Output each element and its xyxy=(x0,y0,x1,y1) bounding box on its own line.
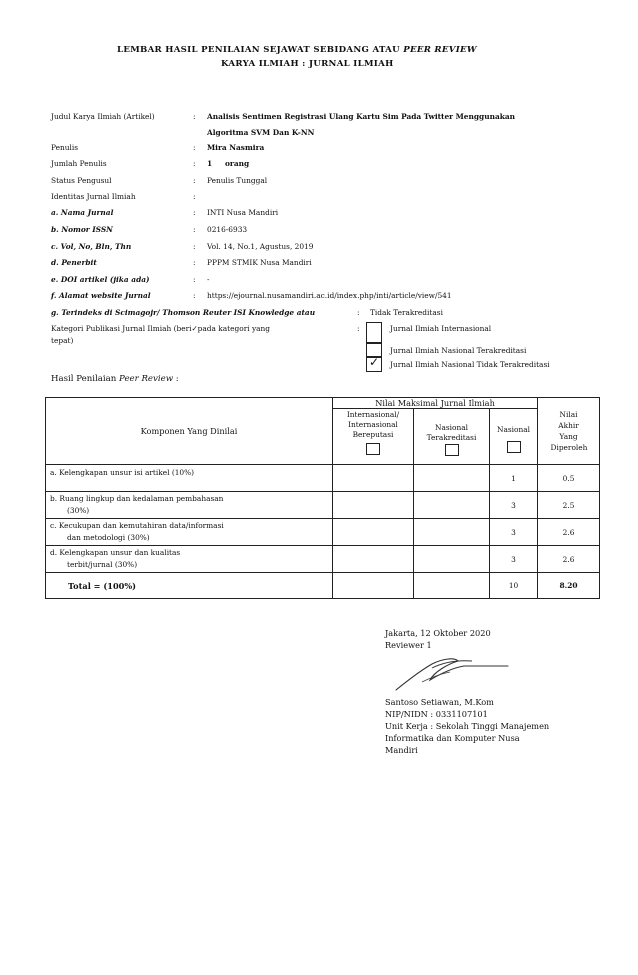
row-a-akhir: 0.5 xyxy=(538,465,600,492)
checkbox-col-internasional[interactable] xyxy=(366,443,380,455)
colon: : xyxy=(193,258,196,267)
checkbox-internasional[interactable] xyxy=(366,322,382,343)
colon: : xyxy=(193,291,196,300)
field-label-issn: b. Nomor ISSN xyxy=(51,225,113,234)
document-title-line1 xyxy=(117,45,477,55)
field-value-judul: Analisis Sentimen Registrasi Ulang Kartu Sim Pada Twitter Menggunakan xyxy=(207,112,516,121)
hasil-italic: Peer Review xyxy=(119,374,174,384)
colon: : xyxy=(357,308,360,317)
signature-role: Reviewer 1 xyxy=(385,640,432,650)
signature-name: Santoso Setiawan, M.Kom xyxy=(385,697,494,707)
signature-unit-line1: Unit Kerja : Sekolah Tinggi Manajemen xyxy=(385,721,550,731)
field-label-penerbit: d. Penerbit xyxy=(51,258,97,267)
header-nilai-akhir-text: Nilai Akhir Yang Diperoleh xyxy=(550,410,588,452)
total-akhir: 8.20 xyxy=(538,573,600,599)
colon: : xyxy=(193,208,196,217)
row-c-nas-ak xyxy=(414,519,490,546)
header-internasional-text: Internasional/ Internasional Bereputasi xyxy=(346,409,400,439)
colon: : xyxy=(193,192,196,201)
row-item-c-line1: c. Kecukupan dan kemutahiran data/informasi xyxy=(50,521,224,530)
row-c-nas: 3 xyxy=(490,519,538,546)
signature-nip: NIP/NIDN : 0331107101 xyxy=(385,709,488,719)
header-nasional-text: Nasional xyxy=(497,425,531,434)
row-a-nas: 1 xyxy=(490,465,538,492)
row-d-akhir: 2.6 xyxy=(538,546,600,573)
colon: : xyxy=(357,324,360,333)
handwritten-signature xyxy=(392,652,512,694)
field-value-status: Penulis Tunggal xyxy=(207,176,268,185)
checkbox-nasional-tidak-terakreditasi[interactable] xyxy=(366,357,382,372)
field-label-vol: c. Vol, No, Bln, Thn xyxy=(51,242,132,251)
header-komponen: Komponen Yang Dinilai xyxy=(46,398,333,465)
option-nasional-terakreditasi: Jurnal Ilmiah Nasional Terakreditasi xyxy=(390,346,527,355)
total-nas-ak xyxy=(414,573,490,599)
header-nasional xyxy=(490,409,538,465)
table-row xyxy=(46,492,600,519)
check-mark-icon: ✓ xyxy=(369,355,380,369)
row-item-b-line2: (30%) xyxy=(67,506,90,515)
field-value-judul-line2: Algoritma SVM Dan K-NN xyxy=(207,128,315,137)
table-row xyxy=(46,519,600,546)
field-value-terindeks: Tidak Terakreditasi xyxy=(370,308,443,317)
table-row xyxy=(46,465,600,492)
signature-place-date: Jakarta, 12 Oktober 2020 xyxy=(385,628,491,638)
total-int xyxy=(333,573,414,599)
field-label-penulis: Penulis xyxy=(51,143,79,152)
row-a-int xyxy=(333,465,414,492)
row-c-int xyxy=(333,519,414,546)
row-item-d xyxy=(46,546,333,573)
field-value-website: https://ejournal.nusamandiri.ac.id/index.php/inti/article/view/541 xyxy=(207,291,452,300)
header-nasional-terakreditasi xyxy=(414,409,490,465)
field-label-nama-jurnal: a. Nama Jurnal xyxy=(51,208,114,217)
row-item-c xyxy=(46,519,333,546)
field-label-jumlah-penulis: Jumlah Penulis xyxy=(51,159,107,168)
field-value-penerbit: PPPM STMIK Nusa Mandiri xyxy=(207,258,312,267)
kategori-label-line2: tepat) xyxy=(51,336,74,345)
table-header-row-1 xyxy=(46,398,600,409)
checkbox-col-nasional-terakreditasi[interactable] xyxy=(445,444,459,456)
field-label-website: f. Alamat website Jurnal xyxy=(51,291,151,300)
row-b-akhir: 2.5 xyxy=(538,492,600,519)
colon: : xyxy=(193,225,196,234)
field-value-doi: - xyxy=(207,275,210,284)
field-value-nama-jurnal: INTI Nusa Mandiri xyxy=(207,208,279,217)
total-label: Total = (100%) xyxy=(46,573,333,599)
colon: : xyxy=(193,176,196,185)
field-label-judul: Judul Karya Ilmiah (Artikel) xyxy=(51,112,155,121)
header-nilai-akhir xyxy=(538,398,600,465)
title-italic: PEER REVIEW xyxy=(403,45,477,55)
field-label-doi: e. DOI artikel (jika ada) xyxy=(51,275,150,284)
header-internasional xyxy=(333,409,414,465)
table-total-row xyxy=(46,573,600,599)
total-nas: 10 xyxy=(490,573,538,599)
row-item-c-line2: dan metodologi (30%) xyxy=(67,533,150,542)
hasil-penilaian-label xyxy=(51,374,179,384)
field-value-vol: Vol. 14, No.1, Agustus, 2019 xyxy=(207,242,314,251)
row-item-b-line1: b. Ruang lingkup dan kedalaman pembahasan xyxy=(50,494,224,503)
document-title-line2: KARYA ILMIAH : JURNAL ILMIAH xyxy=(221,59,394,69)
field-label-status: Status Pengusul xyxy=(51,176,112,185)
field-label-terindeks: g. Terindeks di Scimagojr/ Thomson Reuter ISI Knowledge atau xyxy=(51,308,316,317)
field-value-jumlah-penulis: 1 orang xyxy=(207,159,250,168)
colon: : xyxy=(193,159,196,168)
hasil-prefix: Hasil Penilaian xyxy=(51,374,120,384)
row-item-b xyxy=(46,492,333,519)
row-b-int xyxy=(333,492,414,519)
colon: : xyxy=(193,112,196,121)
colon: : xyxy=(193,275,196,284)
field-label-identitas: Identitas Jurnal Ilmiah xyxy=(51,192,136,201)
row-d-nas: 3 xyxy=(490,546,538,573)
table-row xyxy=(46,546,600,573)
row-item-a: a. Kelengkapan unsur isi artikel (10%) xyxy=(46,465,333,492)
field-value-issn: 0216-6933 xyxy=(207,225,248,234)
row-item-d-line2: terbit/jurnal (30%) xyxy=(67,560,138,569)
hasil-suffix: : xyxy=(173,374,179,384)
option-internasional: Jurnal Ilmiah Internasional xyxy=(390,324,492,333)
option-nasional-tidak-terakreditasi: Jurnal Ilmiah Nasional Tidak Terakreditasi xyxy=(390,360,550,369)
colon: : xyxy=(193,143,196,152)
row-b-nas-ak xyxy=(414,492,490,519)
field-value-penulis: Mira Nasmira xyxy=(207,143,265,152)
checkbox-col-nasional[interactable] xyxy=(507,441,521,453)
row-b-nas: 3 xyxy=(490,492,538,519)
row-d-nas-ak xyxy=(414,546,490,573)
colon: : xyxy=(193,242,196,251)
signature-unit-line3: Mandiri xyxy=(385,745,418,755)
kategori-label: Kategori Publikasi Jurnal Ilmiah (beri✓pada kategori yang xyxy=(51,324,271,333)
header-nilai-maksimal: Nilai Maksimal Jurnal Ilmiah xyxy=(333,398,538,409)
assessment-table xyxy=(45,397,600,599)
row-c-akhir: 2.6 xyxy=(538,519,600,546)
signature-unit-line2: Informatika dan Komputer Nusa xyxy=(385,733,520,743)
row-d-int xyxy=(333,546,414,573)
header-nasional-terakreditasi-text: Nasional Terakreditasi xyxy=(426,422,477,442)
row-a-nas-ak xyxy=(414,465,490,492)
row-item-d-line1: d. Kelengkapan unsur dan kualitas xyxy=(50,548,181,557)
title-text: LEMBAR HASIL PENILAIAN SEJAWAT SEBIDANG ATAU xyxy=(117,45,404,55)
